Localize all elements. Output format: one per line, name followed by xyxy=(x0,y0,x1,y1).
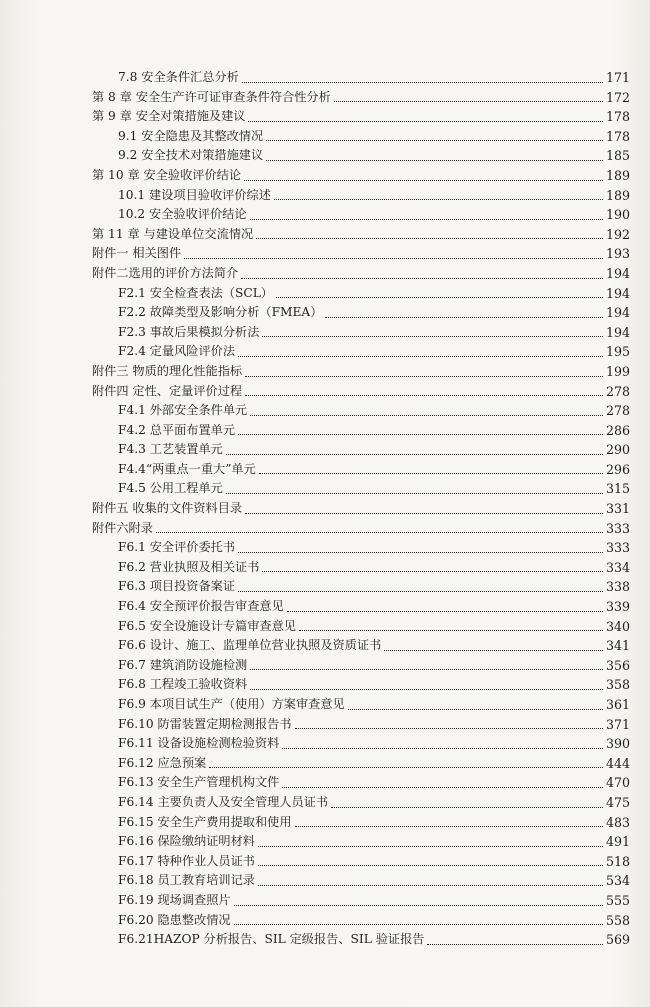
toc-entry-title: 附件一 相关图件 xyxy=(92,246,182,261)
toc-entry-title: F6.14 主要负责人及安全管理人员证书 xyxy=(118,794,329,809)
toc-entry-title: F6.5 安全设施设计专篇审查意见 xyxy=(118,618,296,633)
toc-entry-page-number: 569 xyxy=(605,932,630,948)
toc-entry-title: F6.13 安全生产管理机构文件 xyxy=(118,775,280,790)
toc-entry xyxy=(92,538,630,558)
toc-dot-leader xyxy=(250,415,603,416)
toc-entry-page-number: 189 xyxy=(605,167,630,183)
toc-dot-leader xyxy=(258,846,603,847)
toc-entry-page-number: 555 xyxy=(605,892,630,908)
toc-dot-leader xyxy=(295,728,603,729)
toc-entry-title: 9.1 安全隐患及其整改情况 xyxy=(118,128,264,143)
toc-entry xyxy=(92,891,630,911)
toc-entry xyxy=(92,911,630,931)
toc-dot-leader xyxy=(238,356,603,357)
toc-entry-title: 附件二选用的评价方法简介 xyxy=(92,265,239,280)
toc-entry-page-number: 444 xyxy=(605,755,630,771)
toc-entry xyxy=(92,734,630,754)
table-of-contents xyxy=(92,68,630,950)
toc-dot-leader xyxy=(245,395,603,396)
toc-entry xyxy=(92,284,630,304)
toc-entry-title: F4.5 公用工程单元 xyxy=(118,481,223,496)
toc-entry xyxy=(92,675,630,695)
toc-entry-page-number: 178 xyxy=(605,128,630,144)
toc-entry-page-number: 333 xyxy=(605,540,630,556)
toc-entry-page-number: 339 xyxy=(605,599,630,615)
toc-entry xyxy=(92,656,630,676)
toc-entry xyxy=(92,68,630,88)
toc-dot-leader xyxy=(258,885,603,886)
toc-entry-title: F6.20 隐患整改情况 xyxy=(118,912,231,927)
toc-entry-page-number: 558 xyxy=(605,912,630,928)
toc-dot-leader xyxy=(266,160,603,161)
toc-entry-page-number: 192 xyxy=(605,226,630,242)
toc-entry-page-number: 534 xyxy=(605,873,630,889)
toc-entry-title: F6.17 特种作业人员证书 xyxy=(118,853,255,868)
toc-entry xyxy=(92,166,630,186)
toc-entry-page-number: 194 xyxy=(605,324,630,340)
toc-entry xyxy=(92,225,630,245)
toc-entry xyxy=(92,617,630,637)
toc-entry-title: F4.4“两重点一重大”单元 xyxy=(118,461,256,476)
toc-entry-page-number: 171 xyxy=(605,70,630,85)
toc-entry xyxy=(92,519,630,539)
toc-entry-page-number: 194 xyxy=(605,265,630,281)
toc-dot-leader xyxy=(234,905,603,906)
toc-entry-page-number: 361 xyxy=(605,697,630,712)
toc-entry xyxy=(92,460,630,480)
toc-entry-title: F6.3 项目投资备案证 xyxy=(118,579,236,594)
toc-dot-leader xyxy=(258,865,603,866)
toc-entry-title: F6.7 建筑消防设施检测 xyxy=(118,657,248,672)
toc-entry-page-number: 356 xyxy=(605,657,630,673)
toc-entry xyxy=(92,715,630,735)
toc-dot-leader xyxy=(250,219,603,220)
toc-entry xyxy=(92,930,630,950)
toc-entry-title: F6.18 员工教育培训记录 xyxy=(118,873,255,888)
toc-entry xyxy=(92,303,630,323)
toc-entry xyxy=(92,773,630,793)
toc-entry-page-number: 338 xyxy=(605,579,630,595)
toc-entry-page-number: 286 xyxy=(605,422,630,438)
toc-entry-page-number: 475 xyxy=(605,794,630,810)
toc-entry-title: F2.4 定量风险评价法 xyxy=(118,344,236,359)
toc-entry xyxy=(92,186,630,206)
toc-entry-page-number: 340 xyxy=(605,618,630,634)
toc-entry-title: F2.2 故障类型及影响分析（FMEA） xyxy=(118,305,323,320)
toc-entry xyxy=(92,205,630,225)
toc-entry-title: F6.16 保险缴纳证明材料 xyxy=(118,834,255,849)
toc-dot-leader xyxy=(262,571,603,572)
toc-entry-page-number: 358 xyxy=(605,677,630,693)
toc-dot-leader xyxy=(241,278,603,279)
toc-entry xyxy=(92,793,630,813)
toc-entry xyxy=(92,440,630,460)
toc-entry xyxy=(92,852,630,872)
toc-entry-page-number: 185 xyxy=(605,148,630,164)
toc-entry xyxy=(92,323,630,343)
toc-entry xyxy=(92,264,630,284)
toc-entry-title: F6.19 现场调查照片 xyxy=(118,892,231,907)
toc-dot-leader xyxy=(299,630,603,631)
toc-dot-leader xyxy=(226,493,603,494)
toc-entry xyxy=(92,636,630,656)
toc-dot-leader xyxy=(238,552,603,553)
toc-entry-title: F6.4 安全预评价报告审查意见 xyxy=(118,599,284,614)
toc-entry-title: 10.2 安全验收评价结论 xyxy=(118,207,247,222)
toc-entry-title: F6.21HAZOP 分析报告、SIL 定级报告、SIL 验证报告 xyxy=(118,932,425,947)
toc-dot-leader xyxy=(226,454,603,455)
toc-entry-title: F4.2 总平面布置单元 xyxy=(118,422,236,437)
toc-entry-page-number: 296 xyxy=(605,461,630,477)
toc-entry-title: F6.11 设备设施检测检验资料 xyxy=(118,736,280,751)
toc-entry-title: F2.1 安全检查表法（SCL） xyxy=(118,285,273,300)
toc-entry xyxy=(92,499,630,519)
toc-entry xyxy=(92,244,630,264)
toc-entry-title: F4.1 外部安全条件单元 xyxy=(118,403,248,418)
toc-entry xyxy=(92,754,630,774)
toc-entry xyxy=(92,832,630,852)
toc-dot-leader xyxy=(427,944,603,945)
toc-entry xyxy=(92,401,630,421)
toc-entry-page-number: 172 xyxy=(605,89,630,105)
toc-entry-title: 9.2 安全技术对策措施建议 xyxy=(118,148,264,163)
toc-entry-page-number: 190 xyxy=(605,207,630,223)
toc-dot-leader xyxy=(245,513,603,514)
toc-entry-title: 第 9 章 安全对策措施及建议 xyxy=(92,109,246,124)
toc-dot-leader xyxy=(325,317,603,318)
toc-dot-leader xyxy=(287,611,603,612)
toc-entry-page-number: 199 xyxy=(605,363,630,379)
toc-entry-title: 第 11 章 与建设单位交流情况 xyxy=(92,226,254,241)
toc-entry-title: F6.2 营业执照及相关证书 xyxy=(118,559,260,574)
toc-entry-page-number: 278 xyxy=(605,383,630,399)
toc-dot-leader xyxy=(256,238,603,239)
toc-entry-title: F6.6 设计、施工、监理单位营业执照及资质证书 xyxy=(118,638,382,653)
toc-dot-leader xyxy=(348,709,603,710)
toc-entry-page-number: 290 xyxy=(605,442,630,458)
toc-entry-title: F6.12 应急预案 xyxy=(118,755,207,770)
toc-entry-title: F6.8 工程竣工验收资料 xyxy=(118,677,248,692)
toc-entry xyxy=(92,382,630,402)
toc-entry-page-number: 470 xyxy=(605,775,630,791)
toc-entry-title: F6.10 防雷装置定期检测报告书 xyxy=(118,716,292,731)
toc-entry-page-number: 194 xyxy=(605,305,630,321)
toc-dot-leader xyxy=(184,258,603,259)
toc-entry xyxy=(92,107,630,127)
toc-entry-page-number: 333 xyxy=(605,520,630,536)
toc-entry xyxy=(92,597,630,617)
toc-entry-title: 附件三 物质的理化性能指标 xyxy=(92,363,243,378)
toc-dot-leader xyxy=(209,767,603,768)
toc-entry xyxy=(92,362,630,382)
toc-dot-leader xyxy=(331,807,603,808)
toc-entry xyxy=(92,88,630,108)
toc-entry xyxy=(92,871,630,891)
toc-entry-title: 7.8 安全条件汇总分析 xyxy=(118,70,239,84)
toc-dot-leader xyxy=(259,473,603,474)
toc-dot-leader xyxy=(262,336,603,337)
toc-entry-page-number: 178 xyxy=(605,109,630,125)
toc-dot-leader xyxy=(295,826,603,827)
toc-dot-leader xyxy=(238,591,603,592)
toc-entry xyxy=(92,695,630,715)
toc-dot-leader xyxy=(276,297,603,298)
toc-entry-title: 第 10 章 安全验收评价结论 xyxy=(92,167,242,182)
toc-entry-title: F2.3 事故后果模拟分析法 xyxy=(118,324,260,339)
toc-dot-leader xyxy=(156,532,603,533)
toc-entry-page-number: 189 xyxy=(605,187,630,203)
toc-entry-title: 10.1 建设项目验收评价综述 xyxy=(118,187,271,202)
toc-entry xyxy=(92,342,630,362)
toc-entry-title: F6.15 安全生产费用提取和使用 xyxy=(118,814,292,829)
toc-dot-leader xyxy=(250,669,603,670)
toc-dot-leader xyxy=(266,140,603,141)
toc-dot-leader xyxy=(282,748,603,749)
toc-entry-page-number: 334 xyxy=(605,559,630,575)
toc-entry-title: 附件四 定性、定量评价过程 xyxy=(92,383,243,398)
toc-dot-leader xyxy=(334,101,603,102)
toc-dot-leader xyxy=(250,689,603,690)
toc-dot-leader xyxy=(384,650,603,651)
toc-entry-page-number: 194 xyxy=(605,285,630,301)
toc-entry-page-number: 341 xyxy=(605,638,630,654)
toc-entry-page-number: 195 xyxy=(605,344,630,360)
toc-entry-page-number: 331 xyxy=(605,501,630,517)
toc-entry-title: F4.3 工艺装置单元 xyxy=(118,442,223,457)
toc-entry-page-number: 371 xyxy=(605,716,630,732)
toc-entry-title: F6.9 本项目试生产（使用）方案审查意见 xyxy=(118,697,345,711)
toc-entry-title: 附件六附录 xyxy=(92,520,153,535)
toc-entry-page-number: 518 xyxy=(605,853,630,869)
toc-entry xyxy=(92,146,630,166)
toc-entry-page-number: 193 xyxy=(605,246,630,262)
toc-entry-page-number: 278 xyxy=(605,403,630,419)
toc-dot-leader xyxy=(282,787,603,788)
toc-entry-title: 第 8 章 安全生产许可证审查条件符合性分析 xyxy=(92,89,331,104)
toc-dot-leader xyxy=(245,376,603,377)
toc-entry xyxy=(92,479,630,499)
toc-entry-page-number: 491 xyxy=(605,834,630,850)
toc-entry-page-number: 483 xyxy=(605,814,630,830)
toc-dot-leader xyxy=(234,924,603,925)
toc-entry-title: 附件五 收集的文件资料目录 xyxy=(92,501,243,516)
toc-entry xyxy=(92,127,630,147)
toc-entry xyxy=(92,813,630,833)
toc-entry xyxy=(92,577,630,597)
toc-entry-title: F6.1 安全评价委托书 xyxy=(118,540,236,555)
toc-dot-leader xyxy=(238,434,603,435)
toc-entry xyxy=(92,421,630,441)
toc-entry-page-number: 390 xyxy=(605,736,630,752)
toc-entry-page-number: 315 xyxy=(605,481,630,497)
toc-dot-leader xyxy=(244,180,603,181)
toc-entry xyxy=(92,558,630,578)
toc-dot-leader xyxy=(248,121,603,122)
toc-dot-leader xyxy=(242,82,603,83)
toc-dot-leader xyxy=(274,199,603,200)
